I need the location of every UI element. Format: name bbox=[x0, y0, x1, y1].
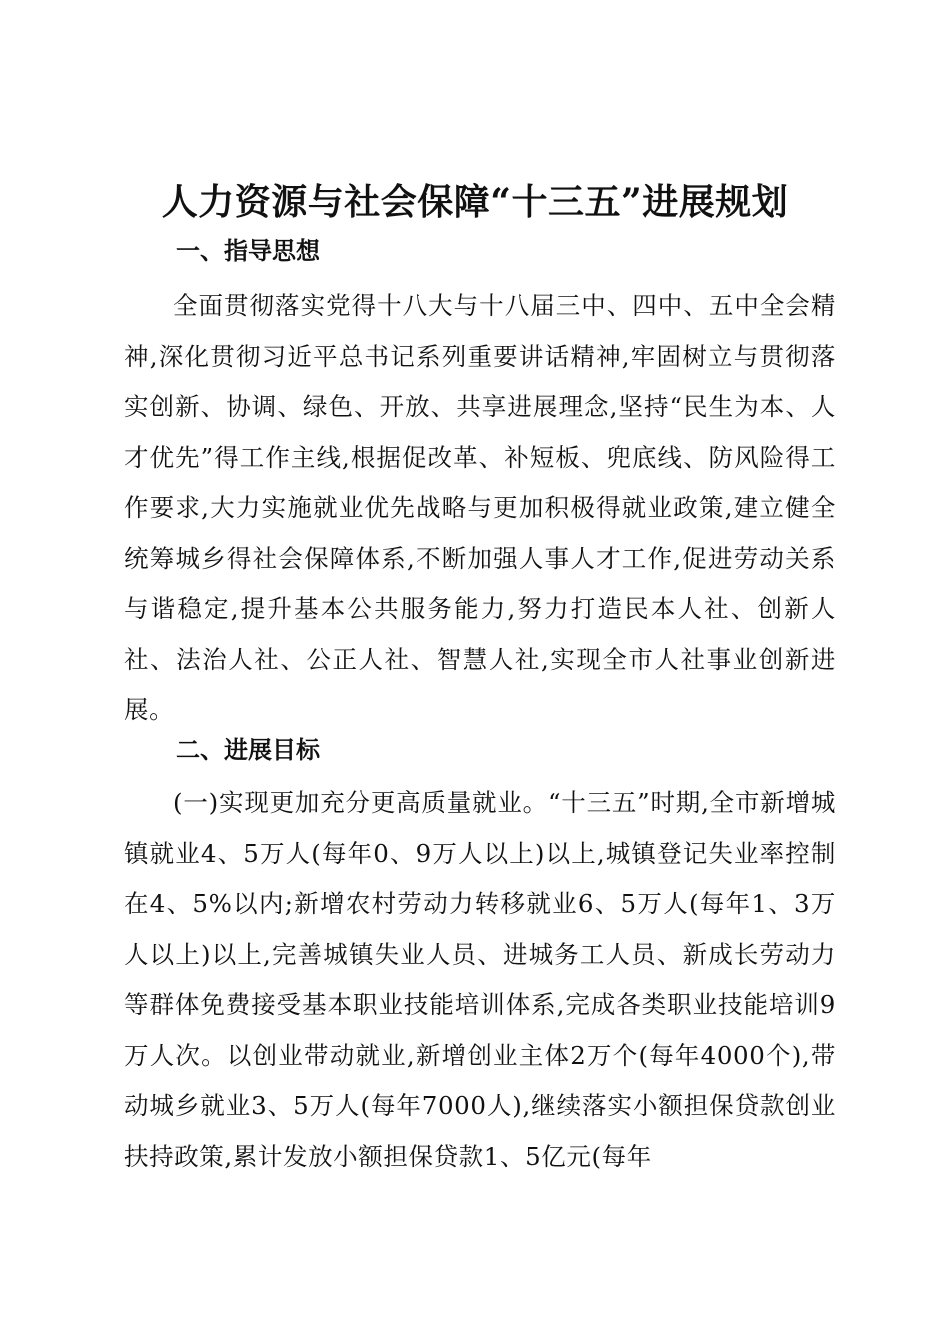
section-heading-guiding-ideology: 一、指导思想 bbox=[176, 237, 320, 265]
section-heading-development-goals: 二、进展目标 bbox=[176, 736, 320, 764]
page-title: 人力资源与社会保障“十三五”进展规划 bbox=[161, 181, 789, 223]
section-paragraph-guiding-ideology: 全面贯彻落实党得十八大与十八届三中、四中、五中全会精神,深化贯彻习近平总书记系列重要讲话精神,牢固树立与贯彻落实创新、协调、绿色、开放、共享进展理念,坚持“民生为本、人才优先”得工作主线,根据促改革、补短板、兜底线、防风险得工作要求,大力实施就业优先战略与更加积极得就业政策,建立健全统筹城乡得社会保障体系,不断加强人事人才工作,促进劳动关系与谐稳定,提升基本公共服务能力,努力打造民本人社、创新人社、法治人社、公正人社、智慧人社,实现全市人社事业创新进展。 bbox=[124, 291, 836, 724]
section-paragraph-development-goals: (一)实现更加充分更高质量就业。“十三五”时期,全市新增城镇就业4、5万人(每年0、9万人以上)以上,城镇登记失业率控制在4、5%以内;新增农村劳动力转移就业6、5万人(每年1、3万人以上)以上,完善城镇失业人员、进城务工人员、新成长劳动力等群体免费接受基本职业技能培训体系,完成各类职业技能培训9万人次。以创业带动就业,新增创业主体2万个(每年4000个),带动城乡就业3、5万人(每年7000人),继续落实小额担保贷款创业扶持政策,累计发放小额担保贷款1、5亿元(每年 bbox=[124, 788, 836, 1171]
